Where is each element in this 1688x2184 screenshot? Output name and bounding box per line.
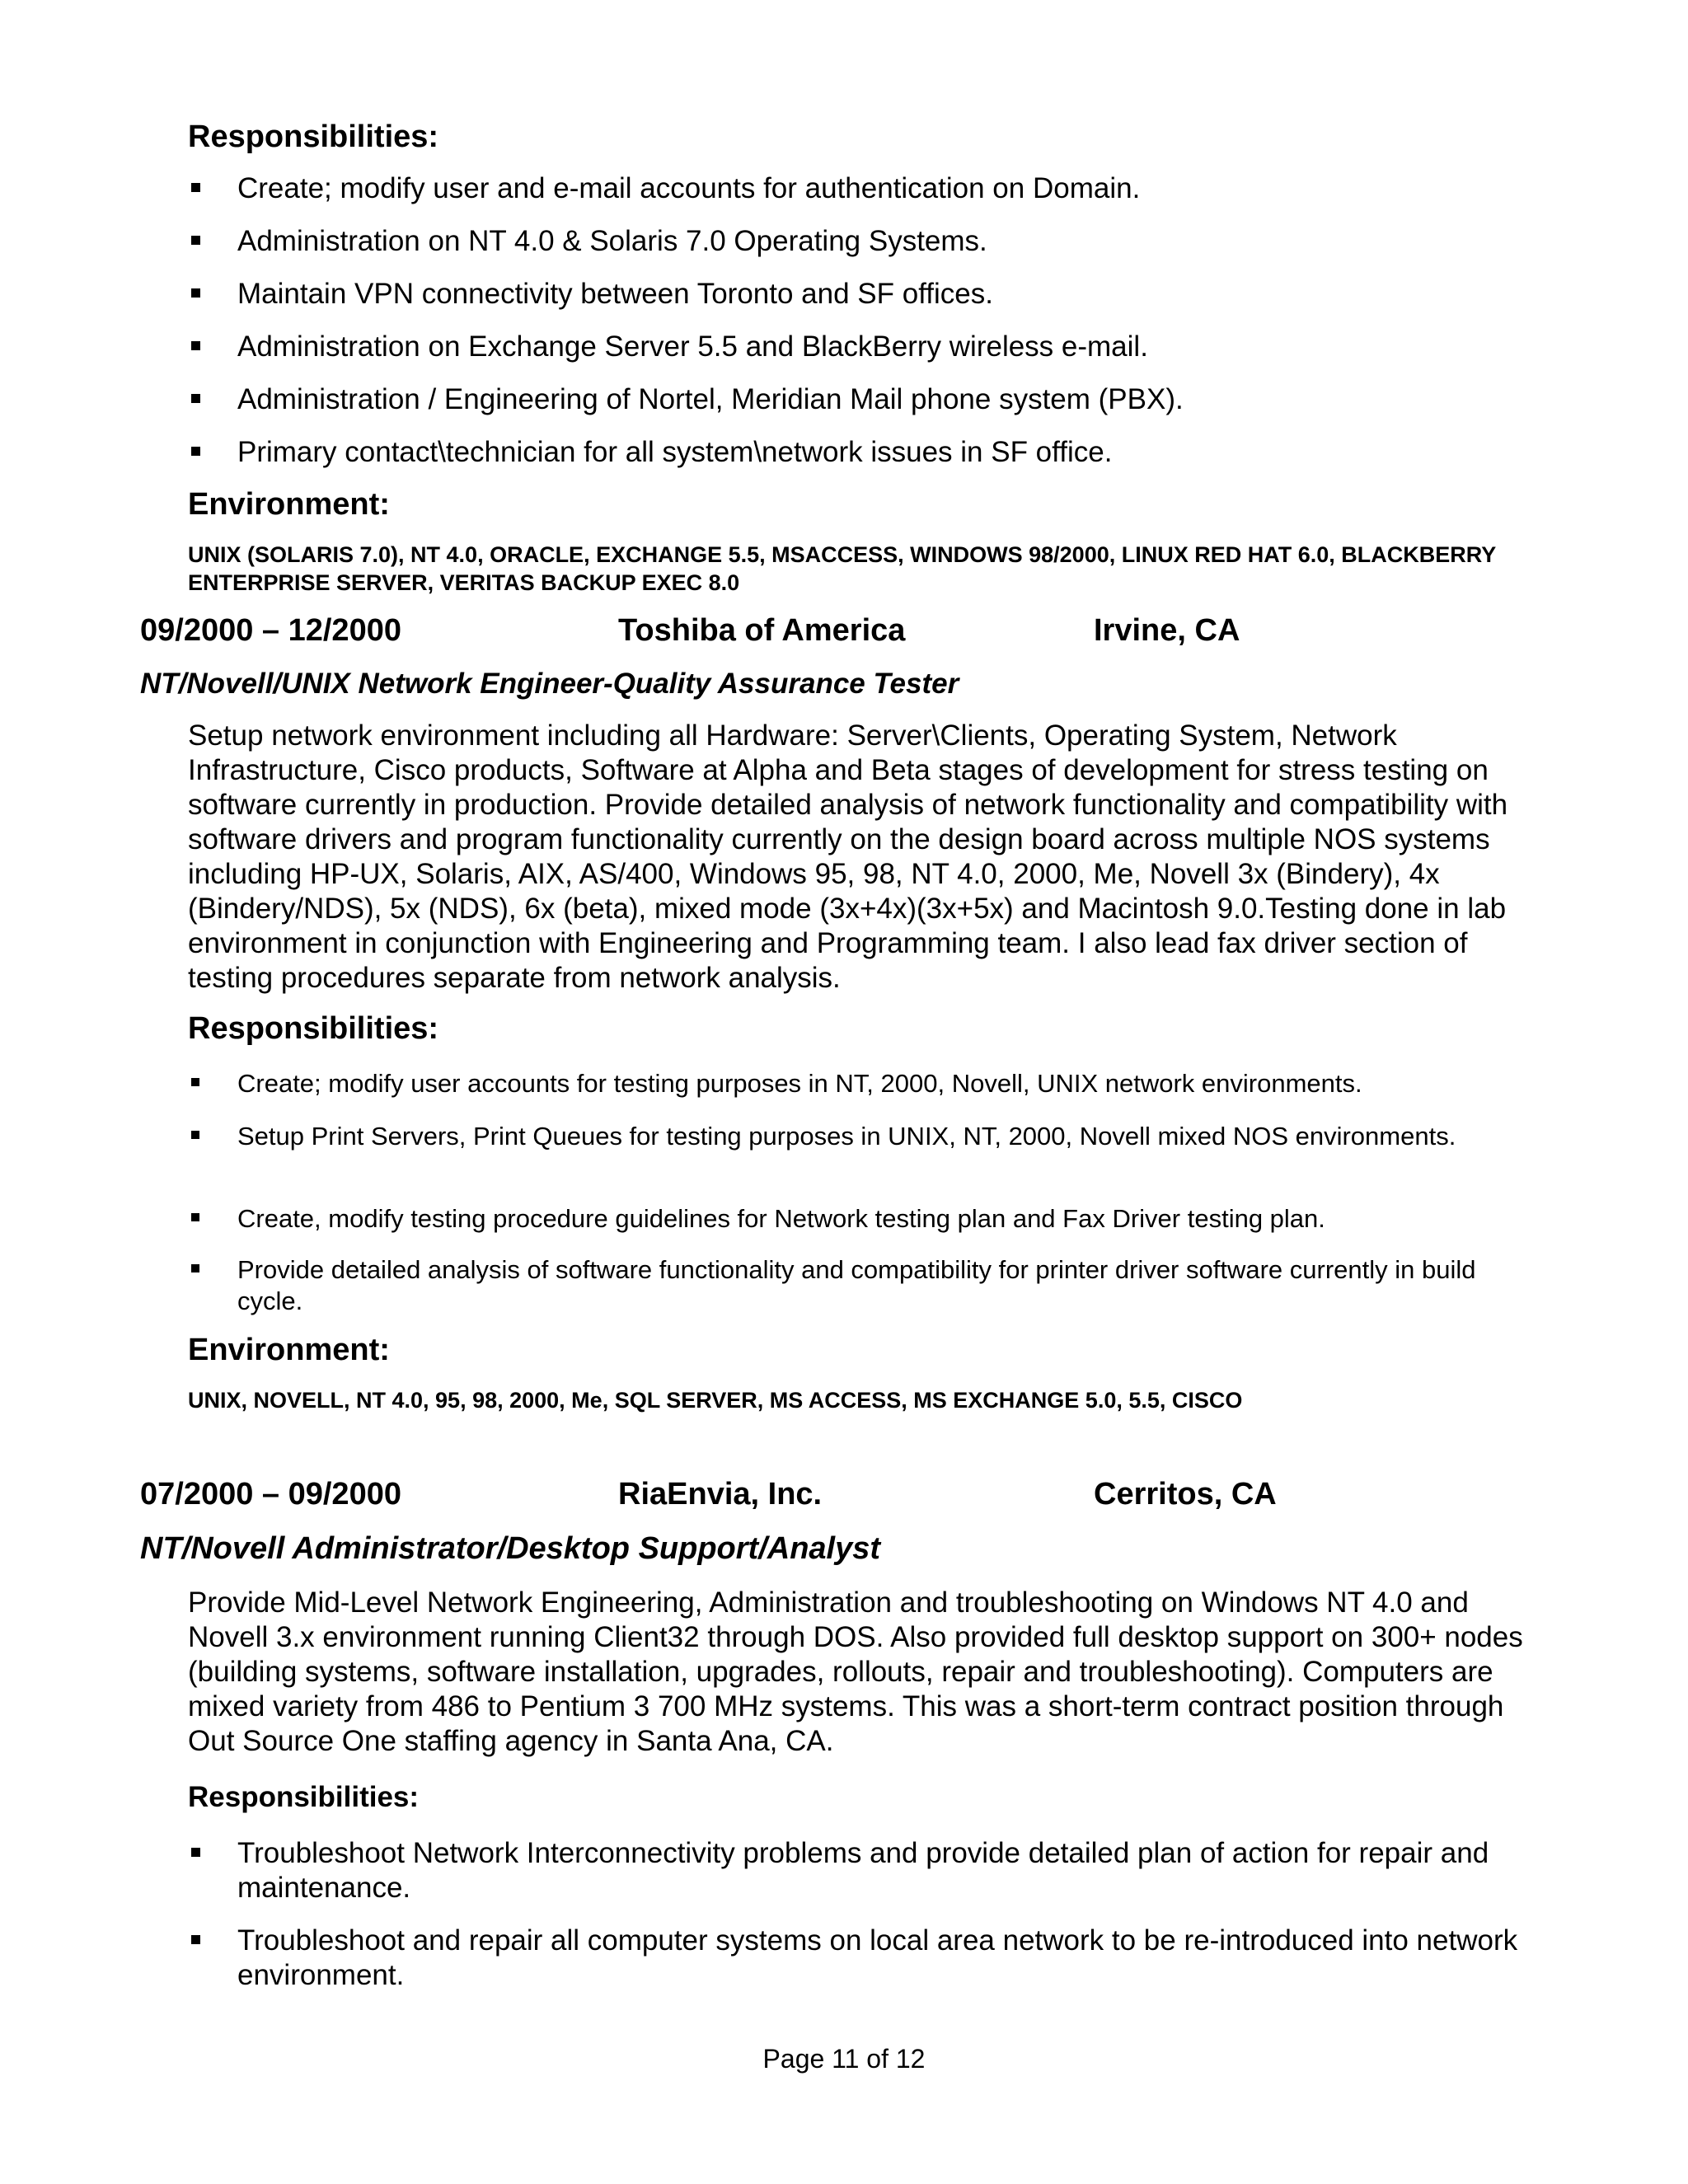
- job-title: NT/Novell/UNIX Network Engineer-Quality Assurance Tester: [140, 668, 959, 700]
- list-item: Create; modify user and e-mail accounts for authentication on Domain.: [188, 171, 1540, 224]
- responsibilities-heading: Responsibilities:: [188, 120, 439, 154]
- page-number: Page 11 of 12: [762, 2044, 926, 2074]
- job-header: [140, 1477, 1541, 1518]
- job-title: NT/Novell Administrator/Desktop Support/Analyst: [140, 1531, 881, 1566]
- environment-heading: Environment:: [188, 487, 390, 522]
- job-description: Setup network environment including all Hardware: Server\Clients, Operating System, Network Infrastructure, Cisco products, Software at Alpha and Beta stages of development for stress testing on software currently in production. Provide detailed analysis of network functionality and compatibility with software drivers and program functionality currently on the design board across multiple NOS systems including HP-UX, Solaris, AIX, AS/400, Windows 95, 98, NT 4.0, 2000, Me, Novell 3x (Bindery), 4x (Bindery/NDS), 5x (NDS), 6x (beta), mixed mode (3x+4x)(3x+5x) and Macintosh 9.0.Testing done in lab environment in conjunction with Engineering and Programming team. I also lead fax driver section of testing procedures separate from network analysis.: [188, 719, 1508, 994]
- job-description: Provide Mid-Level Network Engineering, Administration and troubleshooting on Windows NT 4.0 and Novell 3.x environment running Client32 through DOS. Also provided full desktop support on 300+ nodes (building systems, software installation, upgrades, rollouts, repair and troubleshooting). Computers are mixed variety from 486 to Pentium 3 700 MHz systems. This was a short-term contract position through Out Source One staffing agency in Santa Ana, CA.: [188, 1586, 1523, 1757]
- job-dates: 09/2000 – 12/2000: [140, 613, 401, 648]
- list-item: Provide detailed analysis of software functionality and compatibility for printer driver software currently in build cycle.: [188, 1254, 1540, 1317]
- list-item: Troubleshoot and repair all computer systems on local area network to be re-introduced into network environment.: [188, 1924, 1540, 1993]
- list-item: Maintain VPN connectivity between Toronto and SF offices.: [188, 277, 1540, 330]
- environment-text: UNIX, NOVELL, NT 4.0, 95, 98, 2000, Me, SQL SERVER, MS ACCESS, MS EXCHANGE 5.0, 5.5, CISCO: [188, 1388, 1243, 1413]
- list-item: Administration on NT 4.0 & Solaris 7.0 Operating Systems.: [188, 224, 1540, 277]
- responsibilities-heading: Responsibilities:: [188, 1781, 420, 1813]
- list-item: Primary contact\technician for all system\network issues in SF office.: [188, 435, 1540, 488]
- responsibilities-list: [188, 1836, 1540, 1993]
- list-item: Administration / Engineering of Nortel, Meridian Mail phone system (PBX).: [188, 382, 1540, 435]
- list-item: Setup Print Servers, Print Queues for testing purposes in UNIX, NT, 2000, Novell mixed NOS environments.: [188, 1121, 1540, 1203]
- list-item: Create; modify user accounts for testing purposes in NT, 2000, Novell, UNIX network environments.: [188, 1068, 1540, 1121]
- environment-text: UNIX (SOLARIS 7.0), NT 4.0, ORACLE, EXCHANGE 5.5, MSACCESS, WINDOWS 98/2000, LINUX RED HAT 6.0, BLACKBERRY ENTERPRISE SERVER, VERITAS BACKUP EXEC 8.0: [188, 542, 1496, 595]
- list-item: Troubleshoot Network Interconnectivity problems and provide detailed plan of action for repair and maintenance.: [188, 1836, 1540, 1924]
- responsibilities-list: [188, 171, 1540, 488]
- responsibilities-list: [188, 1068, 1540, 1317]
- job-company: RiaEnvia, Inc.: [618, 1477, 823, 1511]
- list-item: Create, modify testing procedure guidelines for Network testing plan and Fax Driver testing plan.: [188, 1203, 1540, 1254]
- job-location: Irvine, CA: [1094, 613, 1240, 648]
- list-item: Administration on Exchange Server 5.5 and BlackBerry wireless e-mail.: [188, 330, 1540, 382]
- environment-heading: Environment:: [188, 1333, 390, 1367]
- job-location: Cerritos, CA: [1094, 1477, 1277, 1511]
- job-header: [140, 613, 1541, 654]
- responsibilities-heading: Responsibilities:: [188, 1011, 439, 1046]
- job-company: Toshiba of America: [618, 613, 906, 648]
- job-dates: 07/2000 – 09/2000: [140, 1477, 401, 1511]
